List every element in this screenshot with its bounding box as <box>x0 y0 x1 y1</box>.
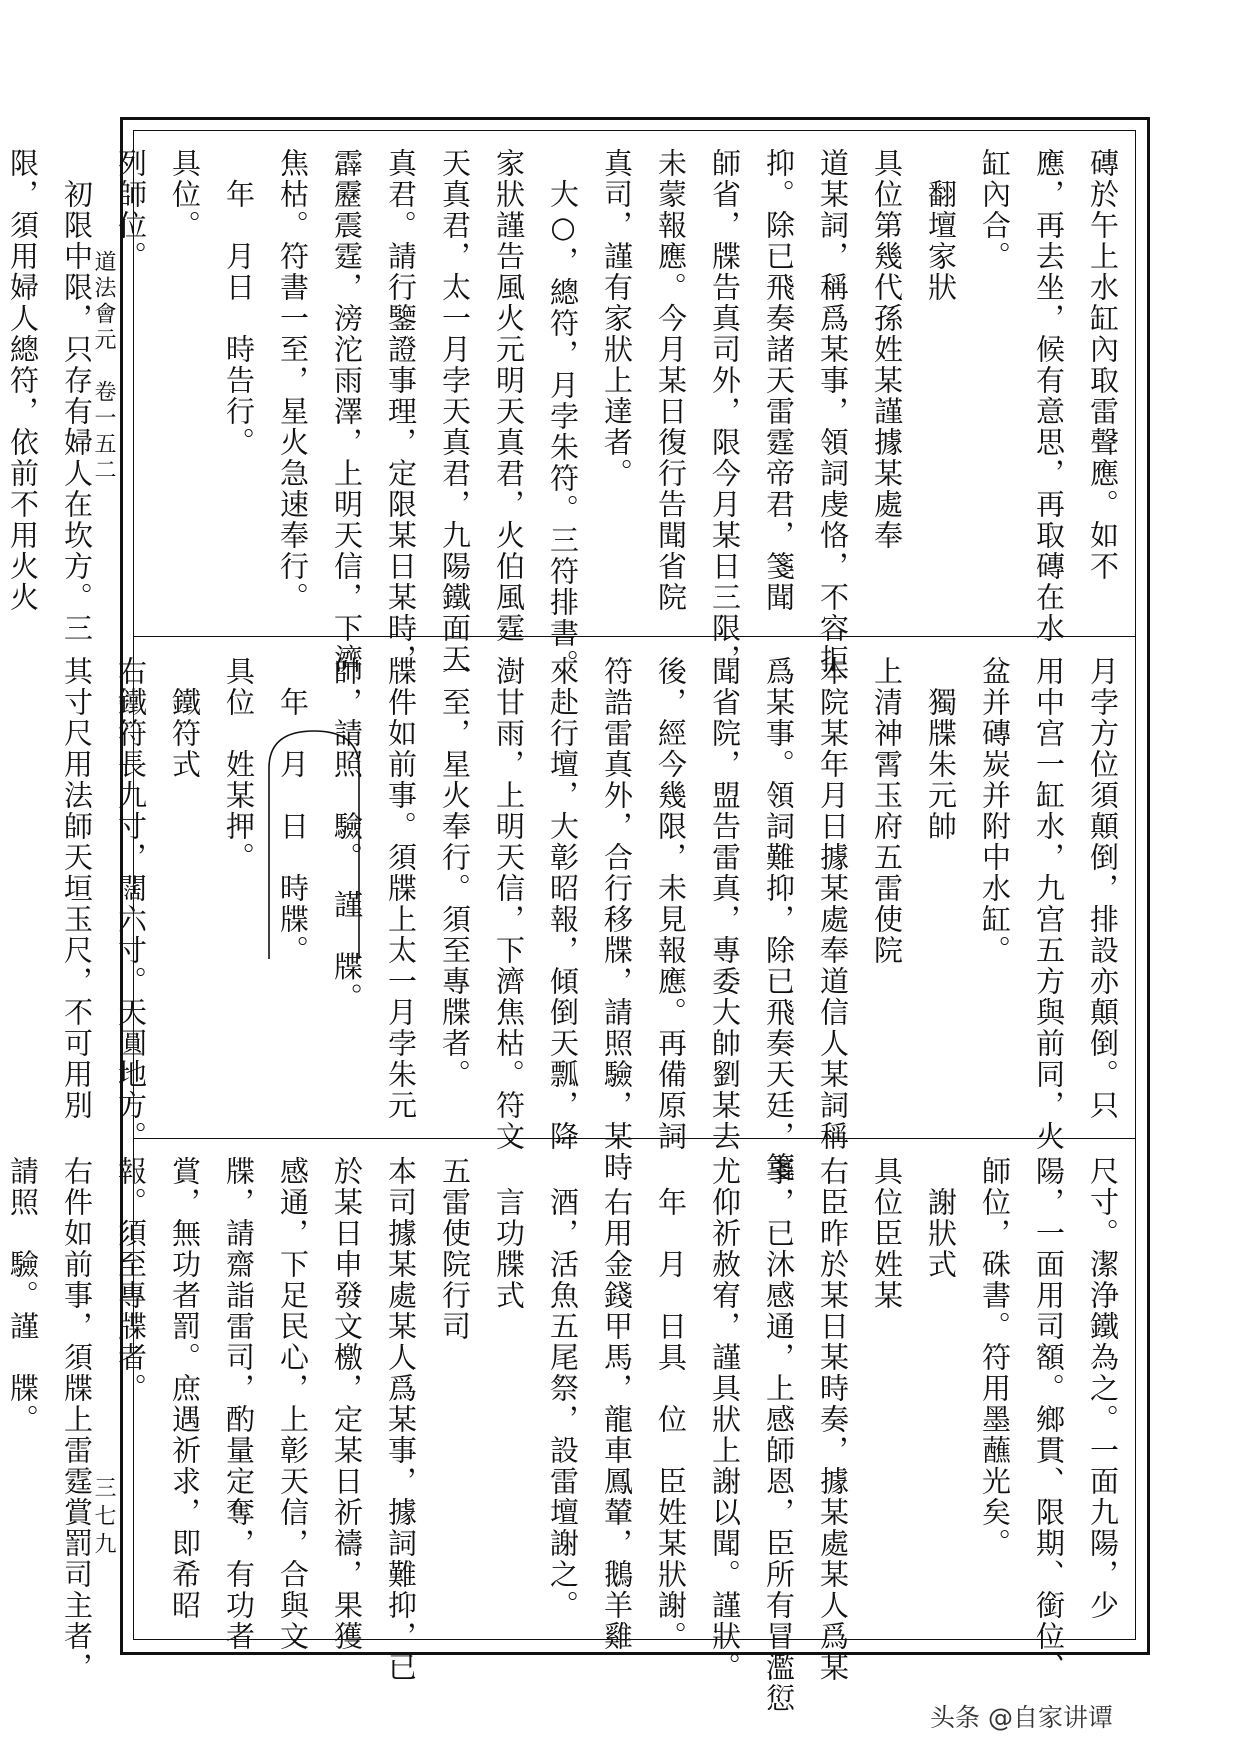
text-column: 一至，星火奉行。須至專牒者。 <box>438 656 472 1090</box>
text-column: 感通，下足民心，上彰天信，合與文 <box>276 1156 310 1652</box>
text-column: 後，經今幾限，未見報應。再備原詞 <box>654 656 688 1152</box>
text-column: 其寸尺用法師天垣玉尺，不可用別 <box>60 656 94 1121</box>
text-column: 上清神霄玉府五雷使院 <box>870 656 904 966</box>
text-column: 具位 姓某押。 <box>222 656 256 873</box>
page-number: 三七九 <box>91 1476 116 1560</box>
text-column: 五雷使院行司 <box>438 1156 472 1342</box>
iron-talisman-figure <box>265 728 363 961</box>
text-column: 翻壇家狀 <box>924 148 958 303</box>
text-column: 右鐵符長九寸，闊六寸。天圓地方。 <box>114 656 148 1152</box>
text-column: 於某日申發文檄，定某日祈禱，果獲 <box>330 1156 364 1652</box>
text-column: 盆并磚炭并附中水缸。 <box>978 656 1012 966</box>
text-column: 道某詞，稱爲某事，領詞虔恪，不容拒 <box>816 148 850 675</box>
text-column: 右用金錢甲馬，龍車鳳輦，鵝羊雞 <box>600 1156 634 1652</box>
text-column: 限，須用婦人總符，依前不用火火 <box>6 148 40 613</box>
text-column: 本司據某處某人爲某事，據詞難抑，已 <box>384 1156 418 1683</box>
text-column: 年 月日 時告行。 <box>222 148 256 458</box>
watermark: 头条 @自家讲谭 <box>930 1703 1113 1732</box>
text-column: 抑。除已飛奏諸天雷霆帝君，箋聞 <box>762 148 796 613</box>
text-column: 澍甘雨，上明天信，下濟焦枯。符文 <box>492 656 526 1152</box>
text-column: 右件如前事，須牒上雷霆賞罰司主者， <box>60 1156 94 1683</box>
text-column: 帥，請照 驗。 謹 牒。 <box>330 656 364 1014</box>
text-column: 言功牒式 <box>492 1156 526 1311</box>
text-column: 真司，謹有家狀上達者。 <box>600 148 634 489</box>
text-column: 磚於午上水缸內取雷聲應。如不 <box>1086 148 1120 582</box>
text-column: 年 月 日具 位 臣姓某狀謝。 <box>654 1156 688 1652</box>
text-column: 用中宫一缸水，九宫五方與前同，火 <box>1032 656 1066 1152</box>
text-column: 爲某事。領詞難抑，除已飛奏天廷，箋 <box>762 656 796 1183</box>
text-column: 師省，牒告真司外，限今月某日三限， <box>708 148 742 675</box>
text-column: 真君。請行鑒證事理，定限某日某時， <box>384 148 418 675</box>
band-divider-1 <box>133 636 1136 637</box>
book-title: 道法會元 卷一五二 <box>91 250 116 484</box>
text-column: 缸內合。 <box>978 148 1012 272</box>
text-column: 天真君，太一月孛天真君，九陽鐵面天 <box>438 148 472 675</box>
text-column: 事，已沐感通，上感師恩，臣所有冒濫愆 <box>762 1156 796 1714</box>
text-column: 尺寸。潔浄鐵為之。一面九陽，少 <box>1086 1156 1120 1621</box>
band-divider-2 <box>133 1138 1136 1139</box>
text-column: 獨牒朱元帥 <box>924 656 958 842</box>
text-column: 賞，無功者罰。庶遇祈求，即希昭 <box>168 1156 202 1621</box>
text-column: 請照 驗。謹 牒。 <box>6 1156 40 1435</box>
iron-talisman-outline <box>269 731 359 959</box>
text-column: 初限中限，只存有婦人在坎方。三 <box>60 148 94 644</box>
text-column: 具位第幾代孫姓某謹據某處奉 <box>870 148 904 551</box>
text-column: 本院某年月日據某處奉道信人某詞稱 <box>816 656 850 1152</box>
text-column: 右臣昨於某日某時奏，據某處某人爲某 <box>816 1156 850 1683</box>
text-column: 年 月 日 時牒。 <box>276 656 310 966</box>
text-column: 謝狀式 <box>924 1156 958 1280</box>
text-column: 列師位。 <box>114 148 148 272</box>
text-column: 未蒙報應。今月某日復行告聞省院 <box>654 148 688 613</box>
text-column: 家狀謹告風火元明天真君，火伯風霆 <box>492 148 526 644</box>
text-column: 應，再去坐，候有意思，再取磚在水 <box>1032 148 1066 644</box>
text-column: 陽，一面用司額。鄉貫、限期、銜位、 <box>1032 1156 1066 1683</box>
text-column: 符誥雷真外，合行移牒，請照驗，某時 <box>600 656 634 1183</box>
text-column: 尤仰祈赦宥，謹具狀上謝以聞。謹狀。 <box>708 1156 742 1683</box>
text-column: 報。須至專牒者。 <box>114 1156 148 1404</box>
text-column: 焦枯。符書一至，星火急速奉行。 <box>276 148 310 613</box>
text-column: 具位。 <box>168 148 202 241</box>
text-column: 聞省院，盟告雷真，專委大帥劉某去 <box>708 656 742 1152</box>
text-column: 師位，硃書。符用墨蘸光矣。 <box>978 1156 1012 1559</box>
text-column: 具位臣姓某 <box>870 1156 904 1311</box>
text-column: 月孛方位須顛倒，排設亦顛倒。只 <box>1086 656 1120 1121</box>
text-column: 霹靂震霆，滂沱雨澤，上明天信，下濟 <box>330 148 364 675</box>
text-column: 酒，活魚五尾祭，設雷壇謝之。 <box>546 1156 580 1621</box>
text-column: 鐵符式 <box>168 656 202 780</box>
text-column: 牒，請齋詣雷司，酌量定奪，有功者 <box>222 1156 256 1652</box>
text-column: 來赴行壇，大彰昭報，傾倒天瓢，降 <box>546 656 580 1152</box>
text-column: 牒件如前事。須牒上太一月孛朱元 <box>384 656 418 1121</box>
text-column: 大○，總符，月孛朱符。三符排書。 <box>546 148 580 680</box>
